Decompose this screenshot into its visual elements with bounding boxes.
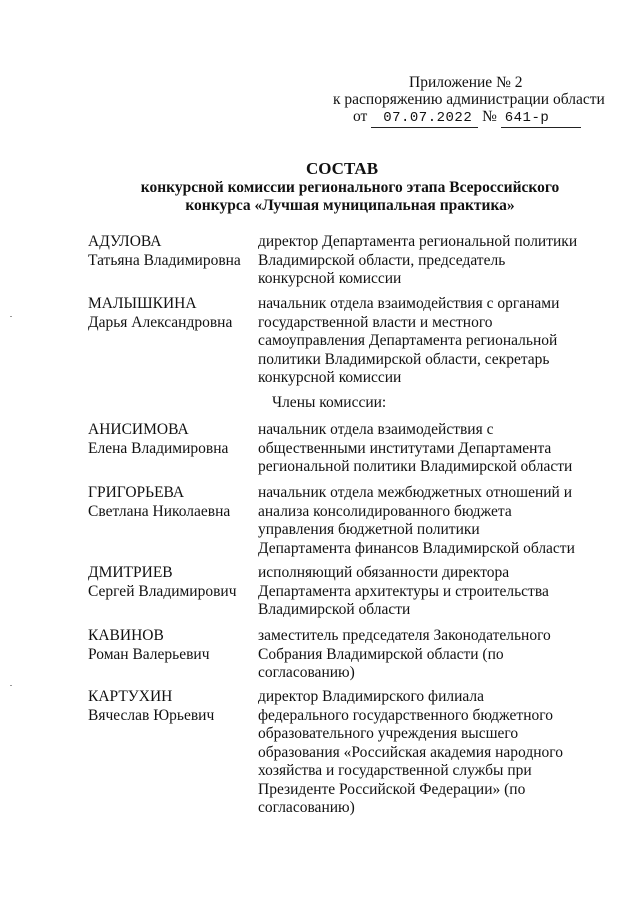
appendix-header: [0, 0, 640, 130]
position-line: директор Владимирского филиала: [258, 688, 485, 705]
member-given-name: Вячеслав Юрьевич: [88, 706, 215, 724]
position-line: начальник отдела межбюджетных отношений и: [258, 484, 573, 501]
member-position: [258, 688, 588, 818]
member-entry: [88, 233, 588, 293]
position-line: конкурсной комиссии: [258, 270, 402, 287]
member-name: [88, 688, 253, 725]
member-position: [258, 484, 588, 558]
member-position: [258, 627, 588, 683]
member-entry: [88, 295, 588, 390]
member-given-name: Дарья Александровна: [88, 313, 233, 331]
position-line: образования «Российская академия народного: [258, 743, 563, 761]
member-surname: АДУЛОВА: [88, 233, 162, 250]
position-line: согласованию): [258, 799, 355, 816]
position-line: начальник отдела взаимодействия с органами: [258, 295, 560, 312]
scan-mark: [10, 685, 12, 686]
member-surname: МАЛЫШКИНА: [88, 295, 197, 312]
appendix-reference: к распоряжению администрации области: [333, 91, 605, 108]
document-heading: [0, 159, 640, 215]
member-position: [258, 233, 588, 289]
document-subtitle-line-1: конкурсной комиссии регионального этапа Всероссийского: [140, 179, 560, 196]
position-line: самоуправления Департамента региональной: [258, 332, 558, 349]
order-date-line: [353, 108, 581, 128]
position-line: хозяйства и государственной службы при: [258, 762, 532, 779]
position-line: Департамента финансов Владимирской области: [258, 539, 575, 557]
member-entry: [88, 484, 588, 562]
member-entry: [88, 564, 588, 624]
member-surname: ДМИТРИЕВ: [88, 564, 173, 581]
position-line: федерального государственного бюджетного: [258, 706, 553, 724]
document-title: СОСТАВ: [305, 159, 379, 178]
member-given-name: Елена Владимировна: [88, 439, 229, 457]
position-line: политики Владимирской области, секретарь: [258, 350, 550, 368]
position-line: общественными институтами Департамента: [258, 439, 552, 457]
member-given-name: Роман Валерьевич: [88, 645, 210, 663]
member-given-name: Сергей Владимирович: [88, 582, 237, 600]
position-line: Собрания Владимирской области (по: [258, 645, 504, 663]
member-name: [88, 627, 253, 664]
members-label: Члены комиссии:: [272, 394, 387, 411]
member-surname: ГРИГОРЬЕВА: [88, 484, 185, 501]
position-line: государственной власти и местного: [258, 313, 493, 331]
date-prefix: от: [353, 108, 368, 125]
position-line: региональной политики Владимирской области: [258, 458, 573, 475]
member-name: [88, 233, 253, 270]
appendix-title: Приложение № 2: [409, 74, 523, 91]
scan-mark: [10, 316, 12, 317]
position-line: конкурсной комиссии: [258, 369, 402, 386]
position-line: директор Департамента региональной политики: [258, 233, 578, 250]
order-number: 641-р: [501, 109, 581, 128]
position-line: Владимирской области, председатель: [258, 251, 506, 269]
member-name: [88, 484, 253, 521]
position-line: Владимирской области: [258, 601, 411, 618]
position-line: заместитель председателя Законодательного: [258, 627, 551, 644]
member-name: [88, 564, 253, 601]
member-name: [88, 295, 253, 332]
position-line: управления бюджетной политики: [258, 521, 480, 538]
position-line: образовательного учреждения высшего: [258, 725, 519, 742]
member-entry: [88, 627, 588, 687]
member-entry: [88, 421, 588, 481]
member-position: [258, 295, 588, 388]
member-surname: АНИСИМОВА: [88, 421, 189, 438]
position-line: начальник отдела взаимодействия с: [258, 421, 494, 438]
position-line: исполняющий обязанности директора: [258, 564, 510, 581]
member-entry: [88, 688, 588, 823]
member-surname: КАРТУХИН: [88, 688, 173, 705]
member-name: [88, 421, 253, 458]
member-surname: КАВИНОВ: [88, 627, 164, 644]
number-prefix: №: [482, 108, 497, 125]
position-line: Департамента архитектуры и строительства: [258, 582, 549, 600]
member-position: [258, 421, 588, 477]
position-line: анализа консолидированного бюджета: [258, 502, 512, 520]
document-subtitle-line-2: конкурса «Лучшая муниципальная практика»: [185, 197, 515, 214]
member-given-name: Светлана Николаевна: [88, 502, 231, 520]
member-position: [258, 564, 588, 620]
position-line: Президенте Российской Федерации» (по: [258, 780, 526, 798]
position-line: согласованию): [258, 664, 355, 681]
member-given-name: Татьяна Владимировна: [88, 251, 241, 269]
order-date: 07.07.2022: [371, 109, 478, 128]
